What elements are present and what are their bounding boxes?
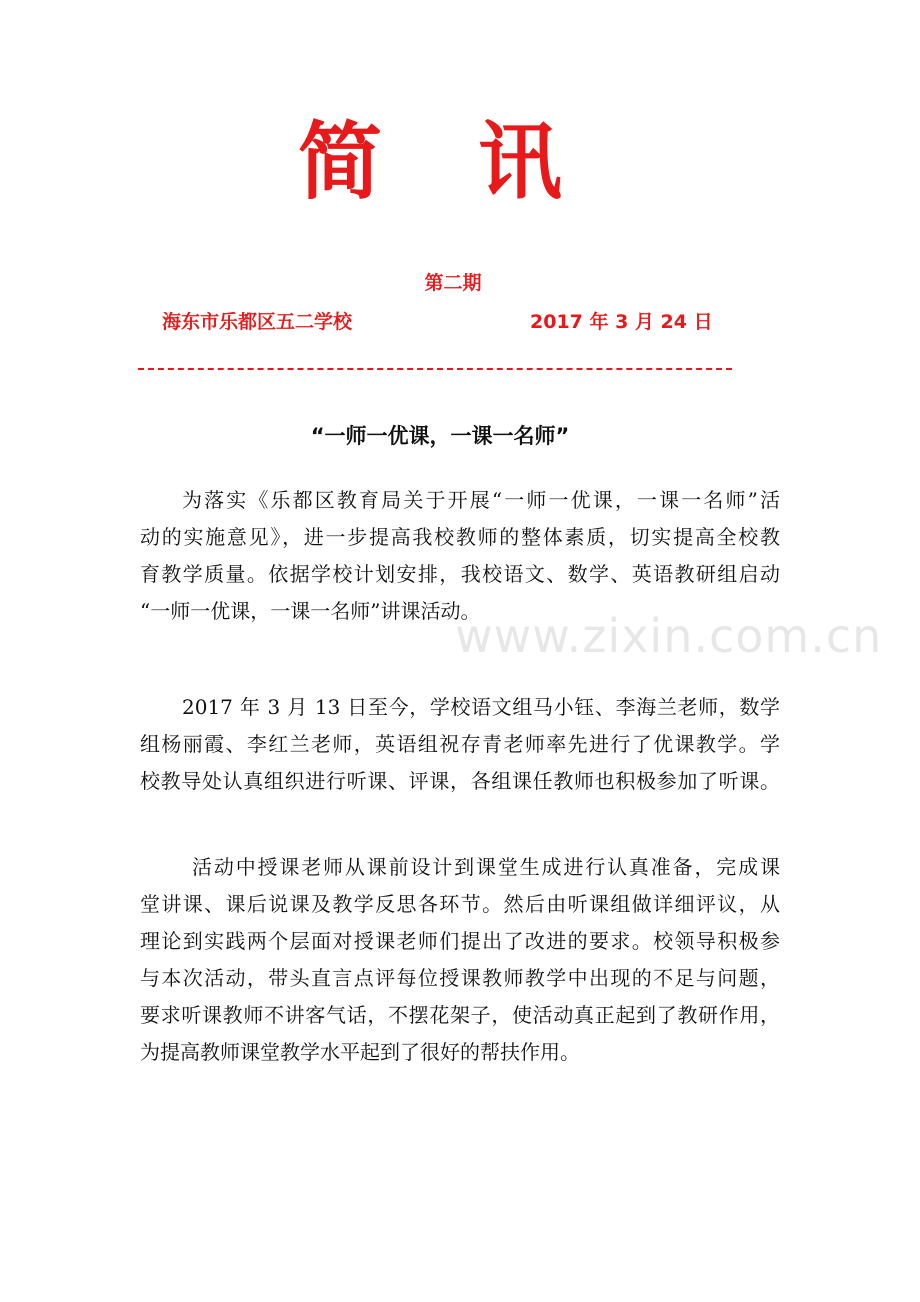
issue-date: 2017 年 3 月 24 日 [530, 311, 713, 333]
paragraph-3-line: 理论到实践两个层面对授课老师们提出了改进的要求。校领导积极参 [140, 929, 780, 953]
paragraph-2-line: 2017 年 3 月 13 日至今，学校语文组马小钰、李海兰老师，数学 [182, 695, 780, 719]
article-title: “一师一优课，一课一名师” [310, 424, 570, 448]
paragraph-1 [140, 482, 780, 630]
paragraph-3-line: 为提高教师课堂教学水平起到了很好的帮扶作用。 [140, 1040, 580, 1064]
paragraph-3 [140, 849, 780, 1071]
paragraph-3-line: 活动中授课老师从课前设计到课堂生成进行认真准备，完成课 [192, 855, 780, 879]
paragraph-2-line: 组杨丽霞、李红兰老师，英语组祝存青老师率先进行了优课教学。学 [140, 732, 780, 756]
paragraph-2 [140, 689, 780, 800]
newsletter-title [0, 112, 860, 212]
paragraph-3-line: 堂讲课、课后说课及教学反思各环节。然后由听课组做详细评议，从 [140, 892, 780, 916]
header-divider [138, 368, 732, 370]
paragraph-3-line: 与本次活动，带头直言点评每位授课教师教学中出现的不足与问题， [140, 966, 780, 990]
issue-number: 第二期 [424, 272, 482, 294]
school-name: 海东市乐都区五二学校 [162, 311, 353, 333]
paragraph-1-line: 动的实施意见》，进一步提高我校教师的整体素质，切实提高全校教 [140, 525, 780, 549]
paragraph-2-line: 校教导处认真组织进行听课、评课，各组课任教师也积极参加了听课。 [140, 769, 780, 793]
paragraph-3-line: 要求听课教师不讲客气话，不摆花架子，使活动真正起到了教研作用， [140, 1003, 780, 1027]
paragraph-1-line: 育教学质量。依据学校计划安排，我校语文、数学、英语教研组启动 [140, 562, 780, 586]
paragraph-1-line: “一师一优课，一课一名师”讲课活动。 [140, 599, 481, 623]
paragraph-1-line: 为落实《乐都区教育局关于开展“一师一优课，一课一名师”活 [182, 488, 780, 512]
title-char-xun: 讯 [478, 113, 563, 211]
title-char-jian: 简 [297, 113, 382, 211]
watermark: www.zixin.com.cn [455, 609, 883, 663]
